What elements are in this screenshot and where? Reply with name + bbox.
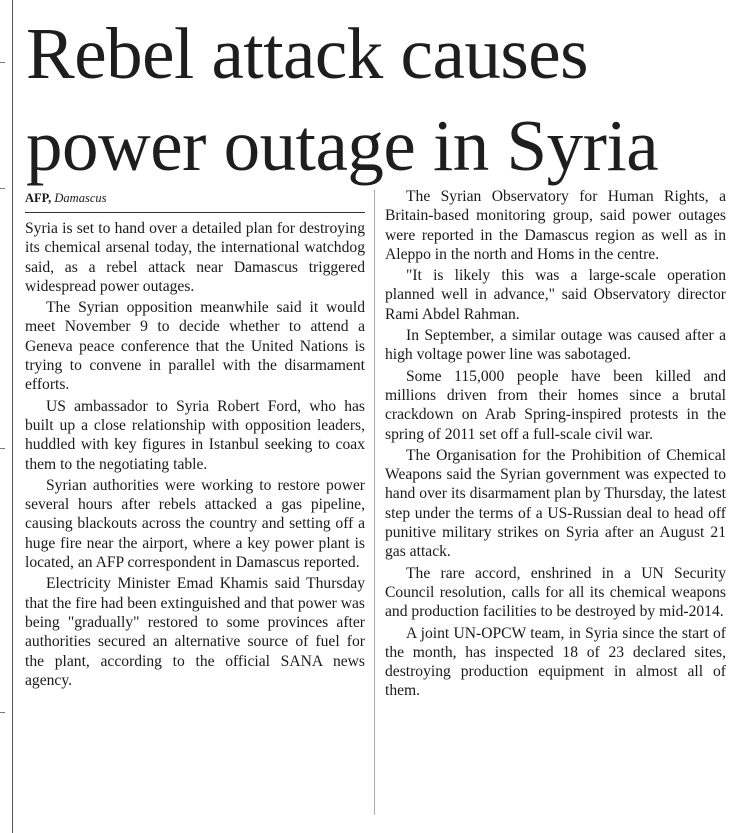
paragraph: "It is likely this was a large-scale operation planned well in advance," said Observatory director Rami Abdel Rahman. <box>385 267 726 323</box>
paragraph: US ambassador to Syria Robert Ford, who has built up a close relationship with opposition leaders, huddled with key figures in Istanbul seeking to coax them to the negotiating table. <box>25 397 365 473</box>
headline-line-1: Rebel attack causes <box>26 13 589 94</box>
byline-agency: AFP, <box>25 191 52 205</box>
paragraph: The Organisation for the Prohibition of Chemical Weapons said the Syrian government was expected to hand over its disarmament plan by Thursday, the latest step under the terms of a US-Russian deal to head off punitive military strikes on Syria after an August 21 gas attack. <box>385 446 726 561</box>
margin-tick-mark <box>0 712 5 713</box>
paragraph: Syria is set to hand over a detailed plan for destroying its chemical arsenal today, the international watchdog said, as a rebel attack near Damascus triggered widespread power outages. <box>25 220 365 295</box>
byline <box>25 190 365 213</box>
paragraph: The Syrian Observatory for Human Rights, a Britain-based monitoring group, said power outages were reported in the Damascus region as well as in Aleppo in the north and Homs in the centre. <box>385 188 726 263</box>
column-divider <box>374 190 375 815</box>
article-column-right <box>385 187 726 701</box>
article-headline <box>26 8 734 192</box>
paragraph: Some 115,000 people have been killed and millions driven from their homes since a brutal crackdown on Arab Spring-inspired protests in the spring of 2011 set off a full-scale civil war. <box>385 367 726 443</box>
byline-dateline: Damascus <box>54 191 107 205</box>
margin-tick-mark <box>0 62 5 63</box>
paragraph: The Syrian opposition meanwhile said it would meet November 9 to decide whether to attend a Geneva peace conference that the United Nations is trying to convene in parallel with the disarmament efforts. <box>25 299 365 394</box>
paragraph: The rare accord, enshrined in a UN Security Council resolution, calls for all its chemical weapons and production facilities to be destroyed by mid-2014. <box>385 564 726 621</box>
paragraph: Electricity Minister Emad Khamis said Thursday that the fire had been extinguished and that power was being "gradually" restored to some provinces after authorities secured an alternative source of fuel for the plant, according to the official SANA news agency. <box>25 575 365 689</box>
headline-line-2: power outage in Syria <box>26 105 659 186</box>
paragraph: A joint UN-OPCW team, in Syria since the start of the month, has inspected 18 of 23 declared sites, destroying production equipment in almost all of them. <box>385 624 726 700</box>
paragraph: In September, a similar outage was caused after a high voltage power line was sabotaged. <box>385 327 726 364</box>
paragraph: Syrian authorities were working to restore power several hours after rebels attacked a gas pipeline, causing blackouts across the country and setting off a huge fire near the airport, where a key power plant is located, an AFP correspondent in Damascus reported. <box>25 476 365 572</box>
margin-tick-mark <box>0 448 5 449</box>
clipping-left-edge-rule <box>12 0 13 833</box>
article-column-left <box>25 190 365 690</box>
margin-tick-mark <box>0 188 5 189</box>
